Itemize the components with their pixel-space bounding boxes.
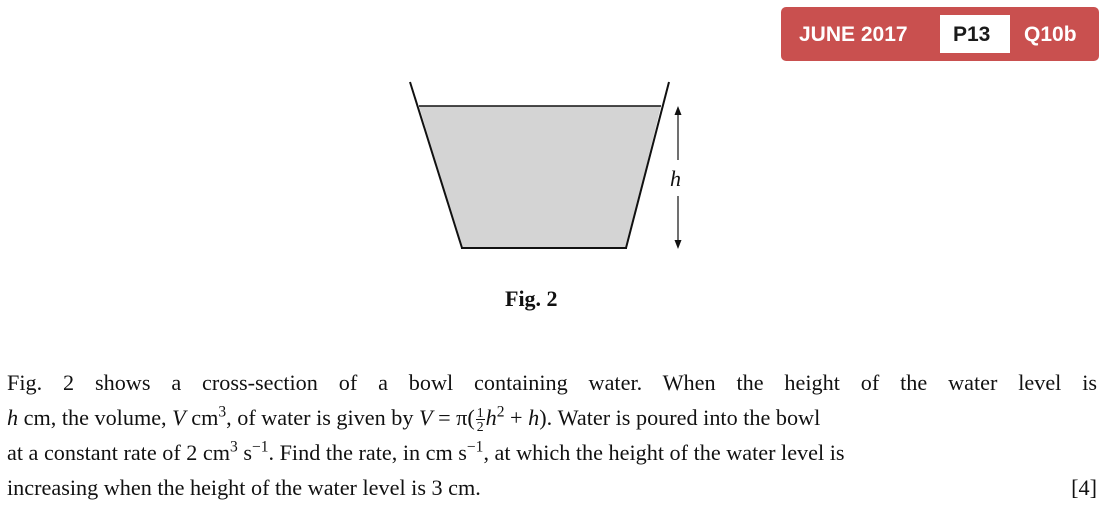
height-label: h bbox=[670, 166, 681, 191]
superscript: −1 bbox=[466, 438, 484, 456]
var-h: h bbox=[7, 405, 19, 430]
text-fragment: cm, the volume, bbox=[18, 405, 173, 430]
text-fragment: + bbox=[504, 405, 529, 430]
superscript: 2 bbox=[496, 403, 505, 421]
text-fragment: increasing when the height of the water level is 3 cm. bbox=[7, 475, 481, 500]
superscript: 3 bbox=[230, 438, 238, 456]
fraction-half bbox=[476, 406, 485, 435]
text-fragment: , of water is given by bbox=[226, 405, 419, 430]
arrow-head-up-icon bbox=[675, 106, 682, 115]
superscript: −1 bbox=[251, 438, 269, 456]
question-text bbox=[7, 365, 1097, 505]
fraction-denominator: 2 bbox=[476, 419, 484, 435]
question-line-2 bbox=[7, 400, 1097, 435]
fraction-numerator: 1 bbox=[476, 404, 484, 420]
text-fragment: , at which the height of the water level is bbox=[483, 440, 845, 465]
text-fragment: s bbox=[237, 440, 252, 465]
var-h: h bbox=[485, 405, 497, 430]
question-number: Q10b bbox=[1024, 23, 1077, 46]
question-line-3 bbox=[7, 435, 1097, 470]
paper-number: P13 bbox=[953, 23, 991, 46]
arrow-head-down-icon bbox=[675, 240, 682, 249]
var-v: V bbox=[419, 405, 433, 430]
superscript: 3 bbox=[218, 403, 227, 421]
text-fragment: . Find the rate, in cm s bbox=[268, 440, 467, 465]
question-line-1: Fig. 2 shows a cross-section of a bowl containing water. When the height of the water level is bbox=[7, 370, 1097, 395]
marks-label: [4] bbox=[1071, 475, 1097, 500]
var-v: V bbox=[172, 405, 186, 430]
text-fragment: ). Water is poured into the bowl bbox=[539, 405, 821, 430]
text-fragment: at a constant rate of 2 cm bbox=[7, 440, 231, 465]
figure-caption: Fig. 2 bbox=[505, 286, 558, 311]
var-h: h bbox=[528, 405, 540, 430]
text-fragment: cm bbox=[185, 405, 219, 430]
exam-date: JUNE 2017 bbox=[799, 23, 908, 46]
question-line-4 bbox=[7, 470, 1097, 505]
text-fragment: = π( bbox=[432, 405, 475, 430]
